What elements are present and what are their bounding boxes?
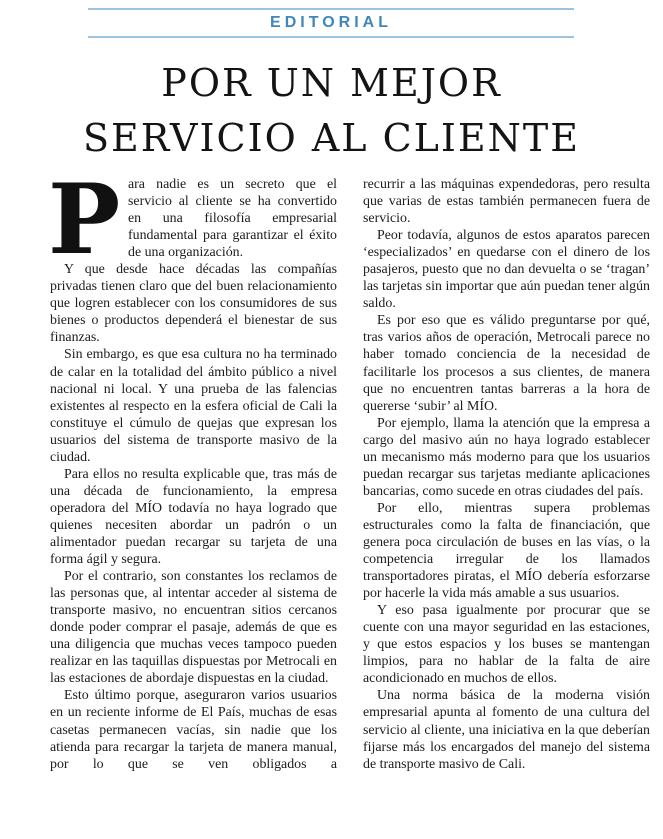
article-paragraph-split: Esto último porque, aseguraron varios usuarios en un reciente informe de El País, muchas de esas casetas permanecen vacías, sin nadie que los atienda para recargar la tarjeta de manera manual, por lo que se ven obligados a (50, 688, 337, 772)
article-paragraph: Peor todavía, algunos de estos aparatos parecen ‘especializados’ en quedarse con el dinero de los pasajeros, puesto que no dan devuelta o se ‘tragan’ las tarjetas sin importar que aún puedan tener algún saldo. (363, 228, 650, 312)
headline-line-2: SERVICIO AL CLIENTE (83, 116, 580, 160)
article-paragraph: Sin embargo, es que esa cultura no ha terminado de calar en la totalidad del ámbito público a nivel nacional ni local. Y una prueba de las falencias existentes al respecto en la esfera oficial de Cali la constituye el cúmulo de quejas que expresan los usuarios del sistema de transporte masivo de la ciudad. (50, 347, 337, 465)
article-paragraph: Por ejemplo, llama la atención que la empresa a cargo del masivo aún no haya logrado establecer un mecanismo más moderno para que los usuarios puedan recargar sus tarjetas mediante aplicaciones bancarias, como sucede en otras ciudades del país. (363, 415, 650, 499)
article-body (48, 163, 650, 826)
drop-cap: P (48, 163, 121, 276)
section-label: EDITORIAL (270, 14, 392, 31)
article-paragraph: Y que desde hace décadas las compañías privadas tienen claro que del buen relacionamiento que logren establecer con los consumidores de sus bienes o productos dependerá el bienestar de sus finanzas. (50, 262, 337, 346)
article-paragraph-1 (48, 163, 337, 276)
article-paragraph-continued: recurrir a las máquinas expendedoras, pero resulta que varias de estas también permanecen fuera de servicio. (363, 177, 650, 227)
article-paragraph: Es por eso que es válido preguntarse por qué, tras varios años de operación, Metrocali parece no haber tomado conciencia de la necesidad de facilitarle los procesos a sus clientes, de manera que no encuentren tantas barreras a la hora de quererse ‘subir’ al MÍO. (363, 313, 650, 414)
first-paragraph-text: ara nadie es un secreto que el servicio al cliente se ha convertido en una filosofía empresarial fundamental para garantizar el éxito de una organización. (128, 177, 337, 261)
article-column-right (363, 176, 650, 826)
headline-line-1: POR UN MEJOR (161, 61, 502, 105)
article-paragraph: Y eso pasa igualmente por procurar que se cuente con una mayor seguridad en las estaciones, y que estos espacios y los buses se mantengan limpios, para no hablar de la falta de aire acondicionado en muchos de ellos. (363, 603, 650, 687)
article-paragraph: Una norma básica de la moderna visión empresarial apunta al fomento de una cultura del servicio al cliente, una iniciativa en la que deberían fijarse más los encargados del manejo del sistema de transporte masivo de Cali. (363, 688, 650, 772)
article-paragraph: Por ello, mientras supera problemas estructurales como la falta de financiación, que genera poca circulación de buses en las vías, o la competencia irregular de los llamados transportadores piratas, el MÍO debería esforzarse por hacerle la vida más amable a sus usuarios. (363, 500, 650, 602)
article-paragraph: Por el contrario, son constantes los reclamos de las personas que, al intentar acceder al sistema de transporte masivo, no encuentran sitios cercanos donde poder comprar el pasaje, además de que es una diligencia que muchas veces tampoco pueden realizar en las taquillas dispuestas por Metrocali en las estaciones de abordaje dispuestas en la ciudad. (50, 569, 337, 687)
article-paragraph: Para ellos no resulta explicable que, tras más de una década de funcionamiento, la empresa operadora del MÍO todavía no haya logrado que quienes necesiten abordar un padrón o un alimentador puedan recargar su tarjeta de una forma ágil y segura. (50, 466, 337, 568)
section-header (88, 8, 574, 38)
article-column-left (48, 163, 337, 826)
